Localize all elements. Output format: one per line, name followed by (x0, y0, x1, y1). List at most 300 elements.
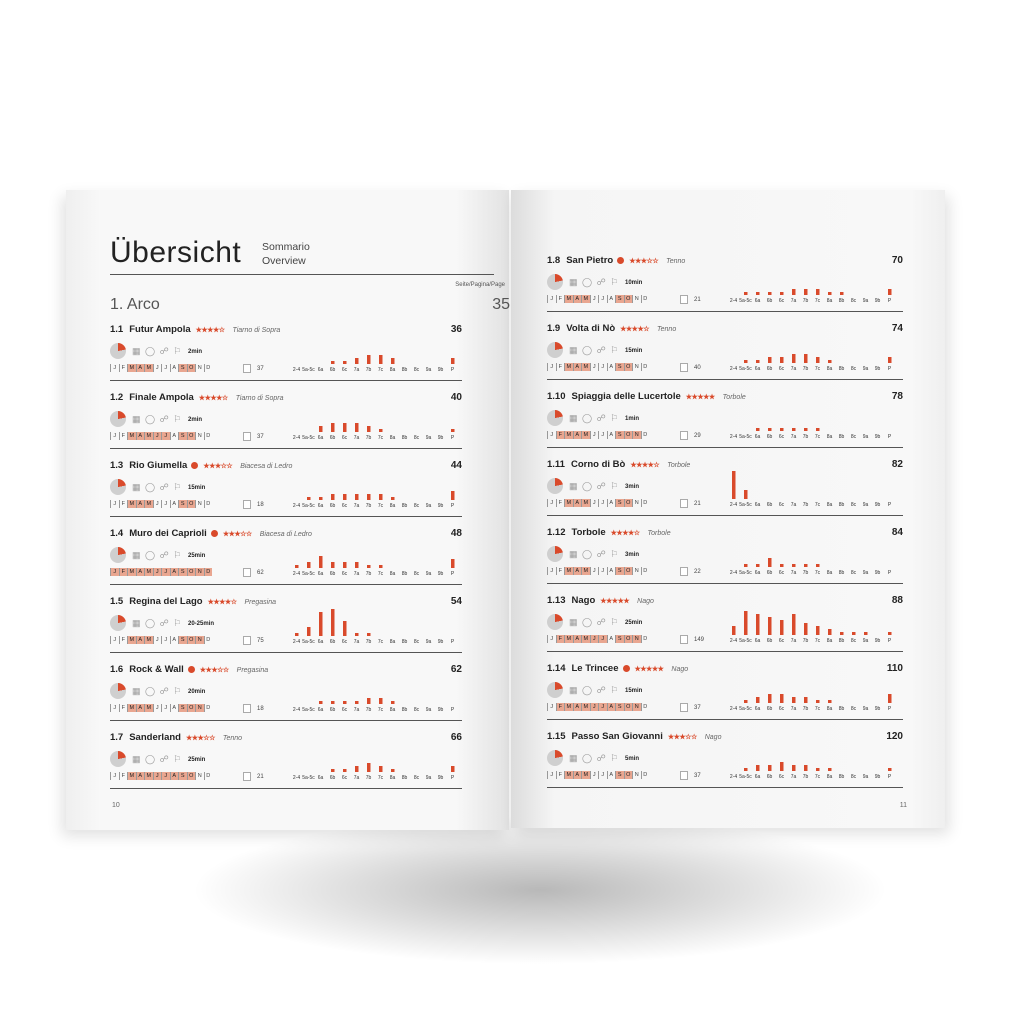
crag-name: Muro dei Caprioli (129, 528, 207, 539)
grade-label: 9a (425, 639, 432, 645)
sun-exposure-icon (110, 615, 126, 631)
month-cell: M (581, 635, 590, 643)
month-cell: F (556, 703, 565, 711)
grade-label: 8a (826, 706, 833, 712)
grade-label: 5a-5c (739, 366, 752, 372)
month-cell: J (153, 636, 162, 644)
month-cell: J (590, 703, 599, 711)
month-cell: N (195, 772, 204, 780)
grade-label: 8a (826, 570, 833, 576)
grade-bar (307, 627, 311, 636)
grade-histogram (290, 606, 460, 650)
crag-location: Nago (637, 598, 654, 605)
grade-bar (319, 556, 323, 568)
grade-label: 7b (365, 571, 372, 577)
grade-label: 8c (413, 367, 420, 373)
month-cell: M (127, 432, 136, 440)
page-number-left: 10 (112, 802, 120, 809)
crag-location: Torbole (667, 462, 691, 469)
grade-label: 6a (317, 367, 324, 373)
month-cell: S (178, 772, 187, 780)
grade-label: 5a-5c (739, 570, 752, 576)
grade-label: 7b (365, 435, 372, 441)
month-cell: M (127, 704, 136, 712)
crag-entry[interactable] (547, 595, 903, 659)
grade-label: 9a (862, 638, 869, 644)
grade-label: 9a (425, 435, 432, 441)
entry-rule (110, 380, 462, 381)
month-cell: O (187, 432, 196, 440)
season-months (547, 703, 649, 711)
crag-entry[interactable] (110, 596, 462, 660)
month-cell: J (590, 635, 599, 643)
month-cell: S (615, 499, 624, 507)
month-cell: J (547, 499, 556, 507)
grade-label: 9b (874, 774, 881, 780)
month-cell: M (564, 499, 573, 507)
grade-label: 8b (401, 639, 408, 645)
grade-histogram (727, 673, 897, 717)
grade-label: 7b (802, 434, 809, 440)
month-cell: J (590, 567, 599, 575)
month-cell: J (161, 636, 170, 644)
grade-label: 6c (778, 366, 785, 372)
grade-label: 7b (802, 298, 809, 304)
grade-label: 8b (838, 774, 845, 780)
grade-label: 2-4 (292, 435, 301, 441)
approach-time: 15min (625, 348, 643, 354)
crag-location: Biacesa di Ledro (259, 531, 312, 538)
feature-icons: ▦ ◯ ☍ ⚐ (569, 345, 620, 355)
header-rule (110, 274, 494, 275)
grade-bar (744, 490, 748, 499)
grade-label: 2-4 (729, 706, 738, 712)
entry-rule (547, 515, 903, 516)
grade-bar (756, 428, 760, 431)
rating-stars: ★★★★☆ (198, 395, 228, 402)
grade-label: 8a (389, 571, 396, 577)
grade-histogram (290, 742, 460, 786)
grade-label: 5a-5c (302, 367, 315, 373)
left-page (66, 190, 509, 830)
month-cell: N (195, 704, 204, 712)
grade-label: P (450, 639, 455, 645)
crag-entry[interactable] (547, 391, 903, 455)
grade-bar (768, 357, 772, 363)
rating-stars: ★★★☆☆ (629, 258, 659, 265)
grade-label: 8c (850, 774, 857, 780)
grade-label: 2-4 (729, 298, 738, 304)
month-cell: M (144, 704, 153, 712)
grade-label: 8a (389, 775, 396, 781)
month-cell: A (607, 363, 616, 371)
grade-label: 8a (389, 503, 396, 509)
month-cell: S (615, 567, 624, 575)
month-cell: S (178, 568, 187, 576)
grade-label: 2-4 (292, 503, 301, 509)
month-cell: A (607, 431, 616, 439)
grade-label: P (450, 503, 455, 509)
month-cell: O (187, 772, 196, 780)
route-count: 37 (680, 703, 701, 712)
season-months (547, 635, 649, 643)
feature-icons: ▦ ◯ ☍ ⚐ (569, 277, 620, 287)
grade-label: 8c (850, 706, 857, 712)
grade-label: 7b (802, 366, 809, 372)
route-count: 21 (680, 499, 701, 508)
grade-label: P (887, 434, 892, 440)
crag-entry[interactable] (110, 392, 462, 456)
crag-location: Tiarno di Sopra (232, 327, 281, 334)
grade-label: 2-4 (292, 639, 301, 645)
grade-bar (331, 423, 335, 432)
entry-rule (547, 583, 903, 584)
rating-stars: ★★★★★ (600, 598, 630, 605)
grade-label: 6c (341, 367, 348, 373)
grade-bar (888, 357, 892, 363)
grade-label: 7c (814, 706, 821, 712)
grade-bar (792, 564, 796, 567)
approach-time: 2min (188, 417, 203, 423)
crag-location: Nago (704, 734, 722, 741)
entry-rule (110, 516, 462, 517)
grade-label: 6a (317, 435, 324, 441)
grade-label: 5a-5c (739, 502, 752, 508)
grade-label: 8b (838, 706, 845, 712)
grade-label: P (887, 638, 892, 644)
month-cell: N (195, 636, 204, 644)
month-cell: J (590, 431, 599, 439)
grade-label: 7a (790, 706, 797, 712)
grade-bar (367, 426, 371, 432)
month-cell: J (153, 432, 162, 440)
crag-location: Biacesa di Ledro (240, 463, 293, 470)
sun-exposure-icon (547, 546, 563, 562)
grade-bar (804, 697, 808, 703)
sun-exposure-icon (110, 751, 126, 767)
month-cell: A (573, 363, 582, 371)
grade-label: 2-4 (729, 434, 738, 440)
entry-rule (110, 584, 462, 585)
grade-label: 6a (317, 571, 324, 577)
grade-label: 8c (413, 707, 420, 713)
rating-stars: ★★★★★ (685, 394, 715, 401)
grade-label: 6a (754, 638, 761, 644)
route-count: 37 (680, 771, 701, 780)
grade-bar (331, 769, 335, 772)
grade-label: 7b (802, 774, 809, 780)
month-cell: O (187, 568, 196, 576)
month-cell: J (547, 431, 556, 439)
month-cell: J (598, 431, 607, 439)
sun-exposure-icon (547, 478, 563, 494)
crag-entry[interactable] (547, 255, 903, 319)
crag-entry[interactable] (110, 732, 462, 796)
grade-bar (816, 564, 820, 567)
month-cell: M (581, 499, 590, 507)
season-months (110, 432, 212, 440)
grade-bar (828, 700, 832, 703)
month-cell: D (204, 432, 213, 440)
season-months (547, 431, 649, 439)
month-cell: A (136, 568, 145, 576)
month-cell: D (204, 704, 213, 712)
crag-title (110, 324, 280, 335)
month-cell: J (598, 635, 607, 643)
grade-label: 8b (401, 571, 408, 577)
grade-label: 2-4 (729, 366, 738, 372)
month-cell: F (556, 567, 565, 575)
crag-title (547, 391, 746, 402)
grade-label: 9b (437, 435, 444, 441)
month-cell: J (161, 568, 170, 576)
grade-label: 8c (413, 503, 420, 509)
grade-bar (355, 494, 359, 500)
grade-label: 8b (401, 707, 408, 713)
route-count: 40 (680, 363, 701, 372)
month-cell: A (170, 432, 179, 440)
grade-label: 7c (377, 503, 384, 509)
grade-label: 7a (353, 775, 360, 781)
grade-label: 7a (790, 434, 797, 440)
month-cell: J (598, 363, 607, 371)
rating-stars: ★★★★☆ (620, 326, 650, 333)
sun-exposure-icon (110, 547, 126, 563)
grade-histogram (727, 741, 897, 785)
grade-label: 7b (802, 502, 809, 508)
crag-page-number: 70 (891, 255, 903, 266)
grade-label: 6c (778, 774, 785, 780)
month-cell: M (127, 500, 136, 508)
grade-histogram (727, 605, 897, 649)
month-cell: J (153, 704, 162, 712)
subtitle-english: Overview (262, 255, 306, 267)
grade-label: 7a (790, 638, 797, 644)
grade-label: 6b (766, 706, 773, 712)
grade-bar (343, 701, 347, 704)
month-cell: O (187, 636, 196, 644)
feature-icons: ▦ ◯ ☍ ⚐ (132, 550, 183, 560)
crag-page-number: 48 (450, 528, 462, 539)
month-cell: N (195, 432, 204, 440)
month-cell: D (641, 771, 650, 779)
sun-exposure-icon (547, 410, 563, 426)
month-cell: A (136, 636, 145, 644)
month-cell: M (581, 431, 590, 439)
month-cell: F (556, 635, 565, 643)
month-cell: A (573, 567, 582, 575)
crag-number: 1.10 (547, 391, 566, 402)
grade-label: 7a (790, 774, 797, 780)
month-cell: M (127, 636, 136, 644)
grade-label: 9b (874, 434, 881, 440)
month-cell: A (170, 568, 179, 576)
crag-entry[interactable] (110, 664, 462, 728)
grade-bar (804, 564, 808, 567)
month-cell: S (615, 635, 624, 643)
month-cell: J (110, 636, 119, 644)
route-count: 62 (243, 568, 264, 577)
grade-bar (295, 633, 299, 636)
grade-bar (888, 289, 892, 295)
grade-label: 9a (425, 367, 432, 373)
approach-time: 25min (625, 620, 643, 626)
grade-label: 9a (425, 775, 432, 781)
month-cell: M (564, 431, 573, 439)
route-count: 18 (243, 500, 264, 509)
month-cell: S (178, 704, 187, 712)
grade-label: 8b (838, 366, 845, 372)
grade-bar (780, 357, 784, 363)
month-cell: M (564, 363, 573, 371)
month-cell: A (170, 636, 179, 644)
crag-title (547, 663, 688, 674)
month-cell: S (178, 500, 187, 508)
month-cell: J (153, 364, 162, 372)
grade-label: 2-4 (729, 638, 738, 644)
grade-label: 5a-5c (739, 638, 752, 644)
grade-label: 8b (838, 570, 845, 576)
grade-label: 5a-5c (739, 774, 752, 780)
grade-bar (451, 429, 455, 432)
grade-label: 9a (425, 707, 432, 713)
grade-label: 6b (766, 570, 773, 576)
crag-name: Rio Giumella (129, 460, 188, 471)
route-count: 75 (243, 636, 264, 645)
crag-number: 1.2 (110, 392, 124, 403)
feature-icons: ▦ ◯ ☍ ⚐ (132, 618, 183, 628)
month-cell: A (170, 772, 179, 780)
month-cell: M (581, 567, 590, 575)
grade-label: 8b (838, 434, 845, 440)
route-count: 149 (680, 635, 704, 644)
rating-stars: ★★★☆☆ (203, 463, 233, 470)
grade-label: 9b (437, 707, 444, 713)
crag-entry[interactable] (547, 731, 903, 795)
crag-entry[interactable] (547, 323, 903, 387)
route-count: 37 (243, 364, 264, 373)
grade-bar (355, 562, 359, 568)
month-cell: M (144, 364, 153, 372)
crag-number: 1.8 (547, 255, 561, 266)
crag-title (547, 323, 676, 334)
grade-label: 7c (814, 570, 821, 576)
grade-label: 6b (329, 435, 336, 441)
grade-label: 7a (790, 298, 797, 304)
month-cell: S (615, 431, 624, 439)
month-cell: M (127, 568, 136, 576)
crag-title (110, 596, 276, 607)
feature-icons: ▦ ◯ ☍ ⚐ (569, 413, 620, 423)
crag-page-number: 62 (450, 664, 462, 675)
rating-stars: ★★★★☆ (207, 599, 237, 606)
grade-bar (792, 765, 796, 771)
grade-bar (816, 428, 820, 431)
grade-bar (367, 763, 371, 772)
month-cell: S (178, 364, 187, 372)
month-cell: A (136, 772, 145, 780)
entry-rule (110, 652, 462, 653)
grade-label: 8b (401, 775, 408, 781)
grade-bar (768, 428, 772, 431)
month-cell: A (170, 500, 179, 508)
feature-icons: ▦ ◯ ☍ ⚐ (569, 617, 620, 627)
crag-entry[interactable] (547, 527, 903, 591)
grade-bar (331, 609, 335, 636)
grade-label: 7c (377, 435, 384, 441)
month-cell: M (564, 703, 573, 711)
grade-label: 7a (790, 366, 797, 372)
rating-stars: ★★★★☆ (195, 327, 225, 334)
grade-label: P (450, 367, 455, 373)
grade-bar (816, 768, 820, 771)
month-cell: M (144, 432, 153, 440)
grade-label: 6b (766, 298, 773, 304)
grade-bar (828, 768, 832, 771)
grade-histogram (727, 469, 897, 513)
season-months (547, 295, 649, 303)
grade-bar (768, 694, 772, 703)
approach-time: 20min (188, 689, 206, 695)
grade-label: 7b (802, 706, 809, 712)
grade-label: 2-4 (729, 570, 738, 576)
month-cell: J (547, 363, 556, 371)
crag-number: 1.15 (547, 731, 566, 742)
month-cell: J (161, 500, 170, 508)
grade-bar (744, 292, 748, 295)
crag-entry[interactable] (110, 460, 462, 524)
grade-label: 5a-5c (302, 639, 315, 645)
month-cell: O (187, 500, 196, 508)
crag-name: Nago (571, 595, 596, 606)
month-cell: J (547, 567, 556, 575)
grade-bar (355, 633, 359, 636)
grade-bar (331, 361, 335, 364)
grade-label: 2-4 (729, 502, 738, 508)
month-cell: N (632, 771, 641, 779)
crag-title (547, 255, 685, 266)
grade-bar (888, 632, 892, 635)
grade-bar (756, 360, 760, 363)
month-cell: J (598, 703, 607, 711)
grade-label: P (450, 571, 455, 577)
grade-bar (367, 698, 371, 704)
crag-entry[interactable] (110, 324, 462, 388)
approach-time: 3min (625, 484, 640, 490)
crag-location: Torbole (647, 530, 671, 537)
approach-time: 20-25min (188, 621, 215, 627)
rating-stars: ★★★★☆ (630, 462, 660, 469)
sun-exposure-icon (547, 342, 563, 358)
grade-label: 7a (353, 707, 360, 713)
approach-time: 25min (188, 757, 206, 763)
month-cell: O (187, 704, 196, 712)
entry-rule (110, 720, 462, 721)
crag-entry[interactable] (547, 459, 903, 523)
grade-bar (331, 494, 335, 500)
month-cell: F (556, 499, 565, 507)
grade-label: 6b (329, 367, 336, 373)
grade-label: 6c (341, 571, 348, 577)
feature-icons: ▦ ◯ ☍ ⚐ (132, 754, 183, 764)
crag-entry[interactable] (547, 663, 903, 727)
crag-entry[interactable] (110, 528, 462, 592)
grade-label: 6a (754, 298, 761, 304)
grade-label: 9b (437, 571, 444, 577)
month-cell: A (136, 432, 145, 440)
sun-exposure-icon (110, 683, 126, 699)
month-cell: O (624, 363, 633, 371)
